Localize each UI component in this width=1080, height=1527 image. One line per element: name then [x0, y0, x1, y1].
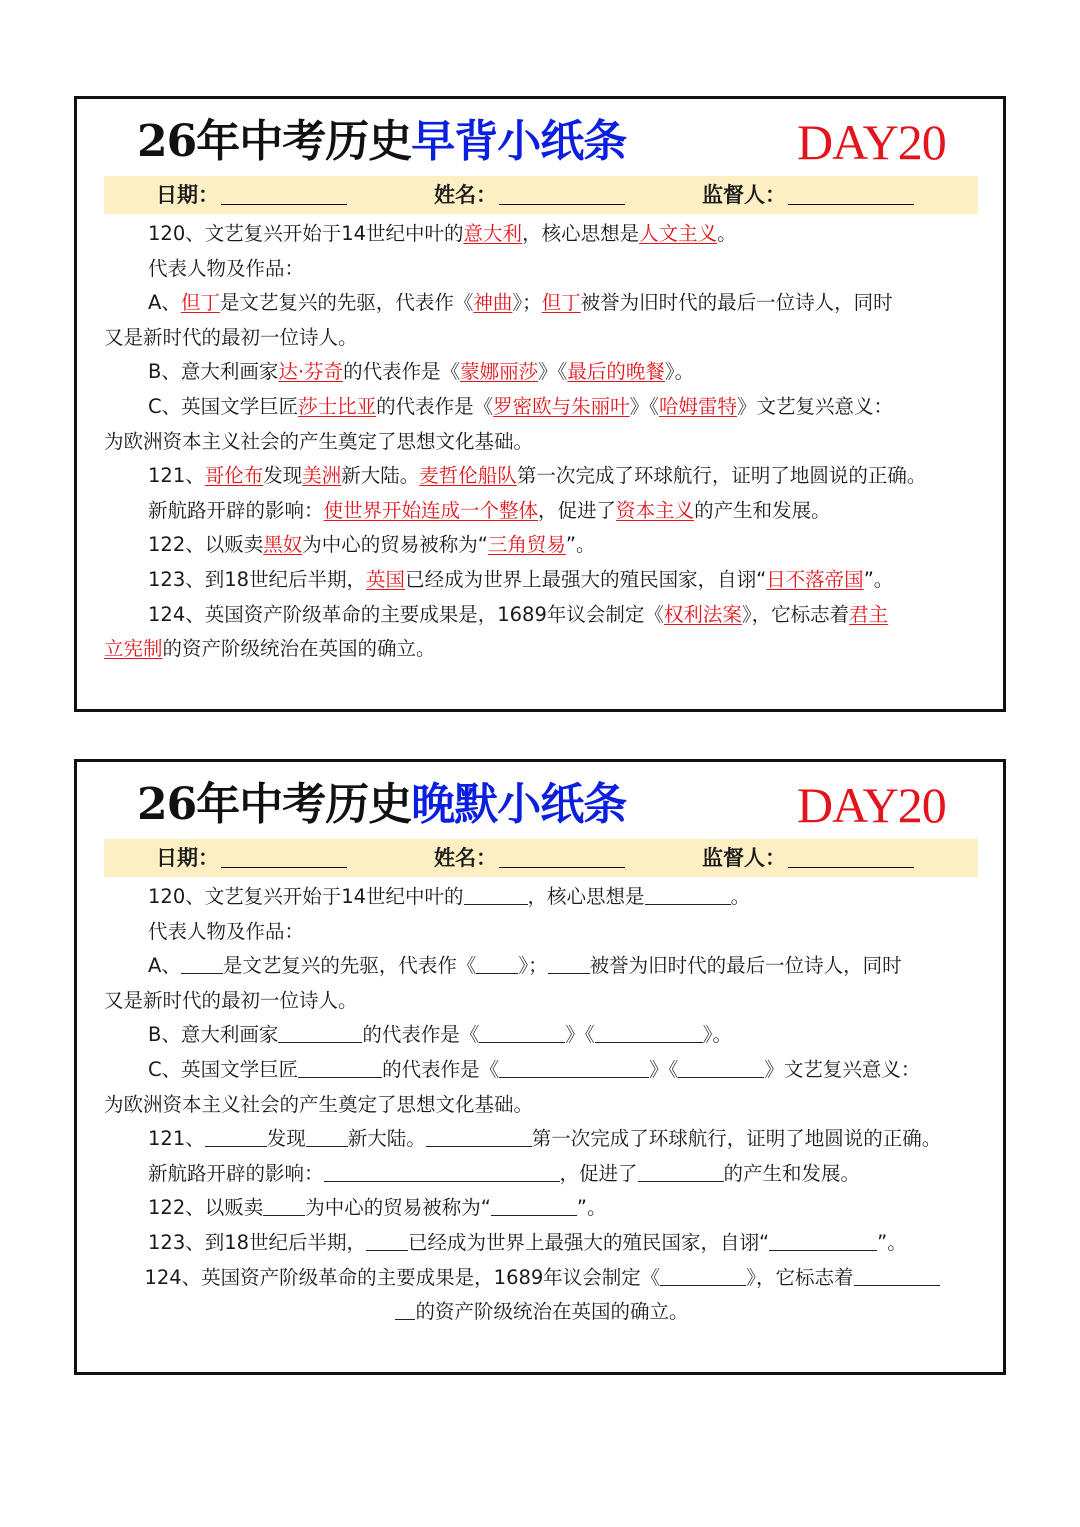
fill-blank[interactable] — [769, 1228, 877, 1251]
evening-card — [74, 759, 1006, 1375]
item-a: A、 是文艺复兴的先驱，代表作《 》； 被誉为旧时代的最后一位诗人，同时 — [104, 949, 980, 984]
fill-blank[interactable] — [491, 1193, 577, 1216]
item-a: A、但丁是文艺复兴的先驱，代表作《神曲》；但丁被誉为旧时代的最后一位诗人，同时 — [148, 291, 893, 315]
fill-blank[interactable] — [479, 1020, 565, 1043]
fill-blank[interactable] — [548, 951, 590, 974]
item-124: 124、英国资产阶级革命的主要成果是，1689年议会制定《权利法案》，它标志着君主 — [148, 602, 889, 626]
item-124: 124、英国资产阶级革命的主要成果是，1689年议会制定《 》，它标志着 — [104, 1261, 980, 1296]
morning-title: 26年中考历史早背小纸条 — [137, 116, 627, 167]
evening-title-row — [77, 772, 1003, 838]
name-field: 姓名： — [434, 839, 625, 877]
fill-blank[interactable] — [854, 1263, 940, 1286]
supervisor-blank[interactable] — [788, 841, 914, 868]
name-blank[interactable] — [499, 178, 625, 205]
fill-blank[interactable] — [660, 1263, 746, 1286]
fill-blank[interactable] — [298, 1055, 382, 1078]
morning-card — [74, 96, 1006, 712]
fill-blank[interactable] — [638, 1159, 724, 1182]
item-c-line2: 为欧洲资本主义社会的产生奠定了思想文化基础。 — [104, 429, 534, 453]
fill-blank[interactable] — [426, 1124, 532, 1147]
item-121: 121、哥伦布发现美洲新大陆。麦哲伦船队第一次完成了环球航行，证明了地圆说的正确。 — [148, 464, 927, 488]
fill-blank[interactable] — [476, 951, 518, 974]
item-124-line2: 的资产阶级统治在英国的确立。 — [104, 1295, 980, 1330]
item-120: 120、文艺复兴开始于14世纪中叶的意大利，核心思想是人文主义。 — [148, 222, 737, 245]
item-route-impact: 新航路开辟的影响：使世界开始连成一个整体，促进了资本主义的产生和发展。 — [148, 498, 831, 522]
morning-content — [104, 217, 980, 667]
morning-day-label: DAY20 — [797, 114, 946, 170]
item-b: B、意大利画家 的代表作是《 》《 》。 — [104, 1018, 980, 1053]
item-122: 122、以贩卖 为中心的贸易被称为“ ”。 — [104, 1191, 980, 1226]
fill-blank[interactable] — [324, 1159, 560, 1182]
fill-blank[interactable] — [306, 1124, 348, 1147]
supervisor-field: 监督人： — [702, 176, 914, 214]
rep-works-heading: 代表人物及作品： — [148, 919, 305, 943]
item-123: 123、到18世纪后半期， 已经成为世界上最强大的殖民国家，自诩“ ”。 — [104, 1226, 980, 1261]
item-route-impact: 新航路开辟的影响： ，促进了 的产生和发展。 — [104, 1157, 980, 1192]
item-a-line2: 又是新时代的最初一位诗人。 — [104, 325, 358, 349]
fill-blank[interactable] — [678, 1055, 764, 1078]
morning-info-bar — [104, 176, 978, 214]
fill-blank[interactable] — [263, 1193, 305, 1216]
item-124-line2: 立宪制的资产阶级统治在英国的确立。 — [104, 637, 436, 661]
item-c: C、英国文学巨匠莎士比亚的代表作是《罗密欧与朱丽叶》《哈姆雷特》文艺复兴意义： — [148, 394, 893, 418]
supervisor-field: 监督人： — [702, 839, 914, 877]
item-120: 120、文艺复兴开始于14世纪中叶的 ，核心思想是 。 — [104, 880, 980, 915]
fill-blank[interactable] — [366, 1228, 408, 1251]
date-field: 日期： — [156, 839, 347, 877]
fill-blank[interactable] — [278, 1020, 362, 1043]
fill-blank[interactable] — [595, 1020, 703, 1043]
item-122: 122、以贩卖黑奴为中心的贸易被称为“三角贸易”。 — [148, 533, 596, 557]
evening-content — [104, 880, 980, 1330]
item-123: 123、到18世纪后半期，英国已经成为世界上最强大的殖民国家，自诩“日不落帝国”。 — [148, 567, 894, 591]
fill-blank[interactable] — [464, 882, 528, 905]
supervisor-blank[interactable] — [788, 178, 914, 205]
fill-blank[interactable] — [395, 1297, 415, 1320]
name-field: 姓名： — [434, 176, 625, 214]
fill-blank[interactable] — [499, 1055, 649, 1078]
date-blank[interactable] — [221, 841, 347, 868]
fill-blank[interactable] — [645, 882, 731, 905]
name-blank[interactable] — [499, 841, 625, 868]
evening-info-bar — [104, 839, 978, 877]
item-121: 121、 发现 新大陆。 第一次完成了环球航行，证明了地圆说的正确。 — [104, 1122, 980, 1157]
evening-day-label: DAY20 — [797, 777, 946, 833]
morning-title-row — [77, 109, 1003, 175]
fill-blank[interactable] — [181, 951, 223, 974]
fill-blank[interactable] — [205, 1124, 267, 1147]
item-b: B、意大利画家达·芬奇的代表作是《蒙娜丽莎》《最后的晚餐》。 — [148, 360, 695, 384]
date-field: 日期： — [156, 176, 347, 214]
rep-works-heading: 代表人物及作品： — [148, 256, 305, 280]
date-blank[interactable] — [221, 178, 347, 205]
item-c-line2: 为欧洲资本主义社会的产生奠定了思想文化基础。 — [104, 1092, 534, 1116]
evening-title: 26年中考历史晚默小纸条 — [137, 779, 627, 830]
item-c: C、英国文学巨匠 的代表作是《 》《 》文艺复兴意义： — [104, 1053, 980, 1088]
item-a-line2: 又是新时代的最初一位诗人。 — [104, 988, 358, 1012]
